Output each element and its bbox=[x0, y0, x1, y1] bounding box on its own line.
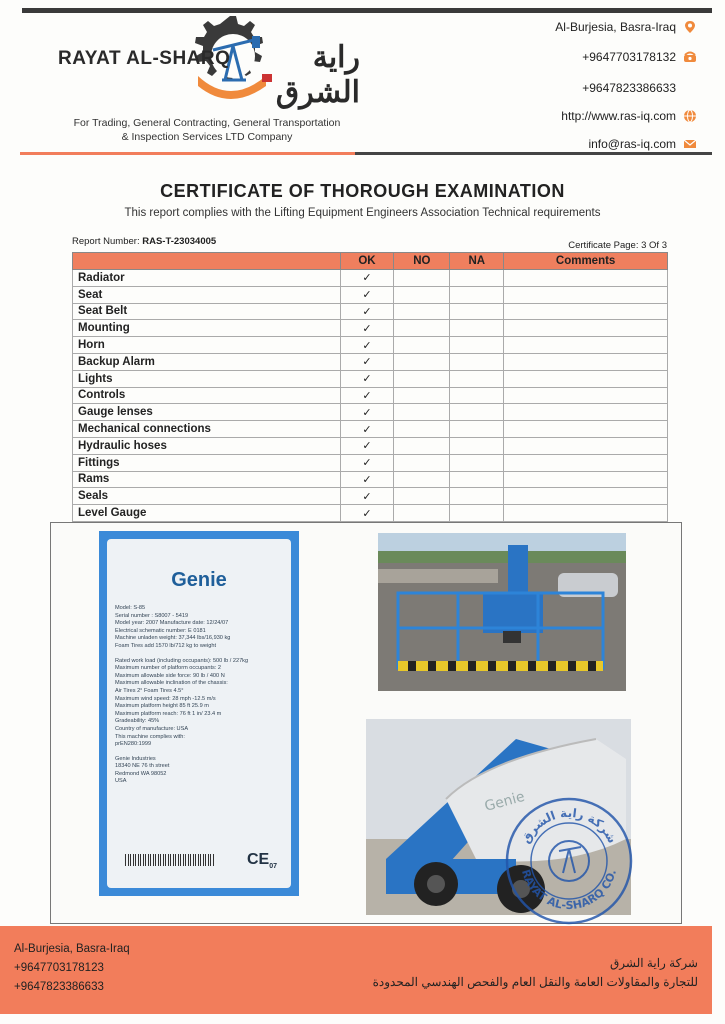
row-comments-cell bbox=[504, 337, 668, 354]
header-comments: Comments bbox=[504, 253, 668, 270]
stamp-gear-icon bbox=[549, 841, 589, 881]
machine-nameplate-photo bbox=[99, 531, 299, 896]
table-row bbox=[73, 505, 668, 522]
header-ok: OK bbox=[340, 253, 394, 270]
table-row bbox=[73, 421, 668, 438]
nameplate-line: Model year: 2007 Manufacture date: 12/24/07 bbox=[115, 620, 229, 627]
row-no-cell bbox=[394, 471, 450, 488]
row-item-label: Seat bbox=[73, 286, 341, 303]
row-na-cell bbox=[450, 320, 504, 337]
row-ok-cell: ✓ bbox=[340, 404, 394, 421]
row-ok-cell: ✓ bbox=[340, 303, 394, 320]
contact-website-text: http://www.ras-iq.com bbox=[561, 109, 676, 123]
logo-english-text: RAYAT AL-SHARQ bbox=[58, 48, 231, 69]
row-comments-cell bbox=[504, 387, 668, 404]
nameplate-line: Maximum allowable side force: 90 lb / 400 N bbox=[115, 672, 225, 679]
nameplate-line: Maximum platform reach: 76 ft 1 in/ 23.4 m bbox=[115, 710, 222, 717]
envelope-icon bbox=[683, 137, 697, 151]
contact-address bbox=[555, 20, 697, 34]
row-comments-cell bbox=[504, 454, 668, 471]
row-comments-cell bbox=[504, 505, 668, 522]
footer-arabic-line-2: للتجارة والمقاولات العامة والنقل العام والفحص الهندسي المحدودة bbox=[372, 975, 698, 989]
nameplate-line: 18340 NE 76 th street bbox=[115, 763, 170, 770]
nameplate-line: Country of manufacture: USA bbox=[115, 725, 189, 732]
nameplate-line: Air Tires 2° Foam Tires 4.5° bbox=[115, 687, 184, 694]
row-ok-cell: ✓ bbox=[340, 437, 394, 454]
barcode-icon bbox=[125, 854, 215, 866]
table-row bbox=[73, 303, 668, 320]
row-ok-cell: ✓ bbox=[340, 505, 394, 522]
table-row bbox=[73, 437, 668, 454]
row-item-label: Seat Belt bbox=[73, 303, 341, 320]
footer-arabic-name bbox=[373, 954, 698, 992]
boom-lift-platform-photo bbox=[378, 533, 626, 691]
nameplate-line: prEN280:1999 bbox=[115, 741, 152, 748]
row-na-cell bbox=[450, 303, 504, 320]
row-na-cell bbox=[450, 437, 504, 454]
row-na-cell bbox=[450, 286, 504, 303]
row-comments-cell bbox=[504, 270, 668, 287]
document-title: CERTIFICATE OF THOROUGH EXAMINATION bbox=[160, 181, 565, 201]
row-ok-cell: ✓ bbox=[340, 370, 394, 387]
nameplate-line: Maximum allowable inclination of the chassis: bbox=[115, 680, 228, 687]
row-na-cell bbox=[450, 505, 504, 522]
row-no-cell bbox=[394, 370, 450, 387]
nameplate-line: Maximum wind speed: 28 mph -12.5 m/s bbox=[115, 695, 216, 702]
logo-arabic-text: راية الشرق bbox=[275, 41, 360, 109]
boom-lift-platform-image bbox=[378, 533, 626, 691]
contact-website[interactable] bbox=[561, 109, 697, 123]
row-item-label: Gauge lenses bbox=[73, 404, 341, 421]
row-no-cell bbox=[394, 303, 450, 320]
header-na: NA bbox=[450, 253, 504, 270]
row-ok-cell: ✓ bbox=[340, 270, 394, 287]
company-tagline bbox=[57, 116, 357, 144]
row-comments-cell bbox=[504, 437, 668, 454]
company-logo bbox=[50, 14, 360, 109]
row-na-cell bbox=[450, 471, 504, 488]
contact-email[interactable] bbox=[588, 137, 697, 151]
row-no-cell bbox=[394, 353, 450, 370]
row-comments-cell bbox=[504, 488, 668, 505]
location-pin-icon bbox=[683, 20, 697, 34]
row-comments-cell bbox=[504, 471, 668, 488]
contact-phone-2-text: +9647823386633 bbox=[582, 81, 676, 95]
table-header-row bbox=[73, 253, 668, 270]
inspection-table bbox=[72, 252, 668, 522]
contact-phone-1[interactable] bbox=[582, 50, 697, 64]
row-no-cell bbox=[394, 270, 450, 287]
nameplate-line: Foam Tires add 1570 lb/712 kg to weight bbox=[115, 642, 217, 649]
ce-mark-suffix: 07 bbox=[269, 863, 277, 870]
row-na-cell bbox=[450, 270, 504, 287]
row-comments-cell bbox=[504, 370, 668, 387]
row-item-label: Controls bbox=[73, 387, 341, 404]
nameplate-line: Redmond WA 98052 bbox=[115, 770, 167, 777]
nameplate-brand: Genie bbox=[171, 569, 227, 591]
nameplate-panel bbox=[107, 539, 291, 888]
table-row bbox=[73, 488, 668, 505]
row-no-cell bbox=[394, 437, 450, 454]
phone-icon bbox=[683, 50, 697, 64]
footer-contact bbox=[14, 940, 130, 997]
row-item-label: Level Gauge bbox=[73, 505, 341, 522]
stamp-text-arabic: شركة راية الشرق bbox=[518, 805, 620, 846]
nameplate-line: This machine complies with: bbox=[115, 733, 185, 740]
table-row bbox=[73, 337, 668, 354]
row-item-label: Backup Alarm bbox=[73, 353, 341, 370]
nameplate-line: Electrical schematic number: E 0181 bbox=[115, 627, 206, 634]
row-comments-cell bbox=[504, 421, 668, 438]
row-ok-cell: ✓ bbox=[340, 353, 394, 370]
contact-email-text: info@ras-iq.com bbox=[588, 137, 676, 151]
header-no: NO bbox=[394, 253, 450, 270]
footer-bar bbox=[0, 926, 712, 1014]
footer-phone-2[interactable]: +9647823386633 bbox=[14, 981, 104, 993]
row-na-cell bbox=[450, 387, 504, 404]
header-divider-orange bbox=[20, 152, 355, 155]
nameplate-line: Machine unladen weight: 37,344 lbs/16,930 kg bbox=[115, 635, 231, 642]
row-item-label: Lights bbox=[73, 370, 341, 387]
nameplate-line: Rated work load (including occupants): 500 lb / 227kg bbox=[115, 657, 249, 664]
table-row bbox=[73, 286, 668, 303]
company-stamp bbox=[503, 795, 635, 927]
row-na-cell bbox=[450, 454, 504, 471]
table-row bbox=[73, 471, 668, 488]
nameplate-line: USA bbox=[115, 778, 127, 785]
nameplate-line: Model: S-85 bbox=[115, 605, 146, 611]
row-item-label: Fittings bbox=[73, 454, 341, 471]
row-no-cell bbox=[394, 337, 450, 354]
contact-phone-2[interactable] bbox=[582, 81, 676, 95]
nameplate-line: Gradeability: 45% bbox=[115, 718, 160, 725]
table-row bbox=[73, 320, 668, 337]
row-item-label: Radiator bbox=[73, 270, 341, 287]
nameplate-line: Serial number : S8007 - 5419 bbox=[115, 612, 189, 619]
nameplate-line: Genie Industries bbox=[115, 755, 156, 762]
row-no-cell bbox=[394, 505, 450, 522]
table-row bbox=[73, 387, 668, 404]
row-comments-cell bbox=[504, 303, 668, 320]
row-item-label: Mounting bbox=[73, 320, 341, 337]
nameplate-line: Maximum number of platform occupants: 2 bbox=[115, 665, 222, 672]
report-number bbox=[72, 236, 216, 247]
footer-address: Al-Burjesia, Basra-Iraq bbox=[14, 943, 130, 955]
table-row bbox=[73, 370, 668, 387]
row-comments-cell bbox=[504, 286, 668, 303]
row-item-label: Mechanical connections bbox=[73, 421, 341, 438]
table-row bbox=[73, 353, 668, 370]
machine-brand-label: Genie bbox=[482, 788, 527, 815]
row-ok-cell: ✓ bbox=[340, 421, 394, 438]
row-ok-cell: ✓ bbox=[340, 454, 394, 471]
table-row bbox=[73, 454, 668, 471]
row-comments-cell bbox=[504, 404, 668, 421]
row-ok-cell: ✓ bbox=[340, 488, 394, 505]
nameplate-text bbox=[115, 605, 285, 786]
row-na-cell bbox=[450, 421, 504, 438]
tagline-line-2: & Inspection Services LTD Company bbox=[121, 131, 293, 143]
row-no-cell bbox=[394, 387, 450, 404]
table-row bbox=[73, 270, 668, 287]
row-comments-cell bbox=[504, 353, 668, 370]
row-no-cell bbox=[394, 454, 450, 471]
nameplate-line: Maximum platform height 85 ft 25.9 m bbox=[115, 703, 209, 710]
row-ok-cell: ✓ bbox=[340, 320, 394, 337]
top-border bbox=[22, 8, 712, 13]
footer-arabic-line-1: شركة راية الشرق bbox=[609, 956, 698, 970]
row-item-label: Seals bbox=[73, 488, 341, 505]
row-na-cell bbox=[450, 337, 504, 354]
row-item-label: Rams bbox=[73, 471, 341, 488]
header-divider-dark bbox=[355, 152, 712, 155]
row-na-cell bbox=[450, 370, 504, 387]
footer-phone-1[interactable]: +9647703178123 bbox=[14, 962, 104, 974]
row-ok-cell: ✓ bbox=[340, 387, 394, 404]
row-ok-cell: ✓ bbox=[340, 286, 394, 303]
photo-frame bbox=[50, 522, 682, 924]
table-row bbox=[73, 404, 668, 421]
row-ok-cell: ✓ bbox=[340, 471, 394, 488]
ce-mark bbox=[247, 851, 277, 870]
row-no-cell bbox=[394, 320, 450, 337]
globe-icon bbox=[683, 109, 697, 123]
row-comments-cell bbox=[504, 320, 668, 337]
row-na-cell bbox=[450, 353, 504, 370]
report-number-value: RAS-T-23034005 bbox=[142, 236, 217, 247]
row-no-cell bbox=[394, 286, 450, 303]
nameplate-line bbox=[115, 651, 285, 658]
contact-address-text: Al-Burjesia, Basra-Iraq bbox=[555, 20, 676, 34]
certificate-page: Certificate Page: 3 Of 3 bbox=[568, 240, 667, 251]
ce-mark-text: CE bbox=[246, 850, 270, 868]
row-item-label: Horn bbox=[73, 337, 341, 354]
row-ok-cell: ✓ bbox=[340, 337, 394, 354]
row-na-cell bbox=[450, 488, 504, 505]
row-no-cell bbox=[394, 421, 450, 438]
tagline-line-1: For Trading, General Contracting, General Transportation bbox=[73, 117, 341, 129]
stamp-text-english: RAYAT AL-SHARQ CO. bbox=[518, 867, 619, 913]
document-subtitle: This report complies with the Lifting Equipment Engineers Association Technical requirements bbox=[124, 207, 601, 219]
nameplate-line bbox=[115, 749, 285, 756]
report-number-label: Report Number: bbox=[72, 236, 140, 247]
row-no-cell bbox=[394, 488, 450, 505]
header-item bbox=[73, 253, 341, 270]
row-na-cell bbox=[450, 404, 504, 421]
contact-phone-1-text: +9647703178132 bbox=[582, 50, 676, 64]
row-no-cell bbox=[394, 404, 450, 421]
row-item-label: Hydraulic hoses bbox=[73, 437, 341, 454]
